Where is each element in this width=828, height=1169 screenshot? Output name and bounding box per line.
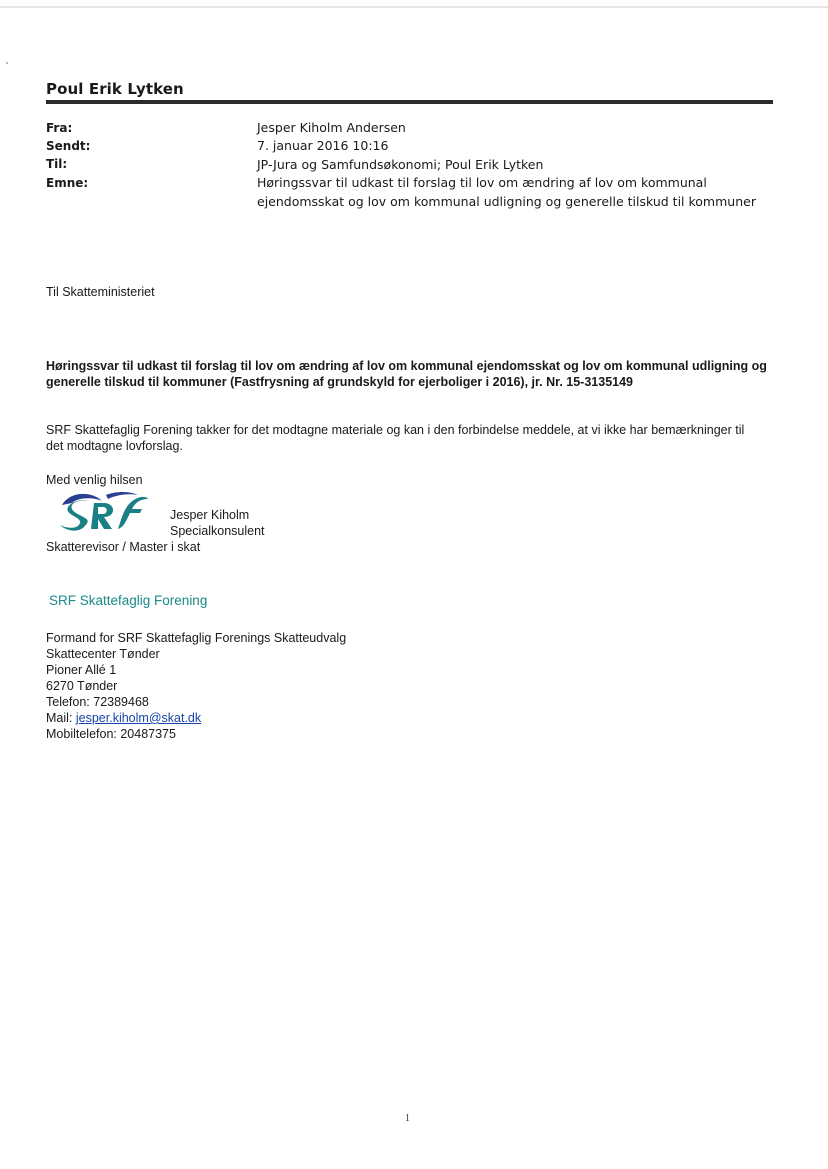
header-divider: [46, 100, 773, 104]
header-value-to: JP-Jura og Samfundsøkonomi; Poul Erik Lytken: [257, 157, 544, 172]
signature-city: 6270 Tønder: [46, 679, 118, 693]
organization-name: SRF Skattefaglig Forening: [49, 593, 208, 608]
closing: Med venlig hilsen: [46, 473, 143, 487]
signature-name: Jesper Kiholm: [170, 508, 250, 522]
signature-mobile: Mobiltelefon: 20487375: [46, 727, 176, 741]
signature-phone: Telefon: 72389468: [46, 695, 149, 709]
header-label-subject: Emne:: [46, 176, 89, 190]
signature-office: Skattecenter Tønder: [46, 647, 160, 661]
body-paragraph: SRF Skattefaglig Forening takker for det modtagne materiale og kan i den forbindelse meddele, at vi ikke har bemærkninger til det modtagne lovforslag.: [46, 423, 745, 453]
mail-label: Mail:: [46, 711, 76, 725]
salutation: Til Skatteministeriet: [46, 285, 155, 299]
signature-mail-line: [46, 710, 201, 726]
header-value-from: Jesper Kiholm Andersen: [257, 120, 406, 135]
scan-mark: [6, 62, 8, 64]
signature-credentials: Skatterevisor / Master i skat: [46, 540, 201, 554]
signature-street: Pioner Allé 1: [46, 663, 117, 677]
header-label-from: Fra:: [46, 121, 73, 135]
header-label-to: Til:: [46, 157, 68, 171]
header-value-subject: Høringssvar til udkast til forslag til lov om ændring af lov om kommunal ejendomsskat og lov om kommunal udligning og generelle tilskud til kommuner: [257, 175, 756, 209]
srf-logo: [58, 489, 150, 535]
page-number: 1: [405, 1113, 410, 1124]
header-value-sent: 7. januar 2016 10:16: [257, 138, 389, 153]
header-label-sent: Sendt:: [46, 139, 91, 153]
sender-name: Poul Erik Lytken: [46, 80, 184, 98]
signature-title: Specialkonsulent: [170, 524, 265, 538]
page-top-edge: [0, 6, 828, 8]
signature-role: Formand for SRF Skattefaglig Forenings Skatteudvalg: [46, 631, 347, 645]
subject-heading: Høringssvar til udkast til forslag til lov om ændring af lov om kommunal ejendomsskat og lov om kommunal udligning og generelle tilskud til kommuner (Fastfrysning af grundskyld for ejerboliger i 2016), jr. Nr. 15-3135149: [46, 359, 767, 389]
mail-link[interactable]: jesper.kiholm@skat.dk: [75, 711, 202, 725]
